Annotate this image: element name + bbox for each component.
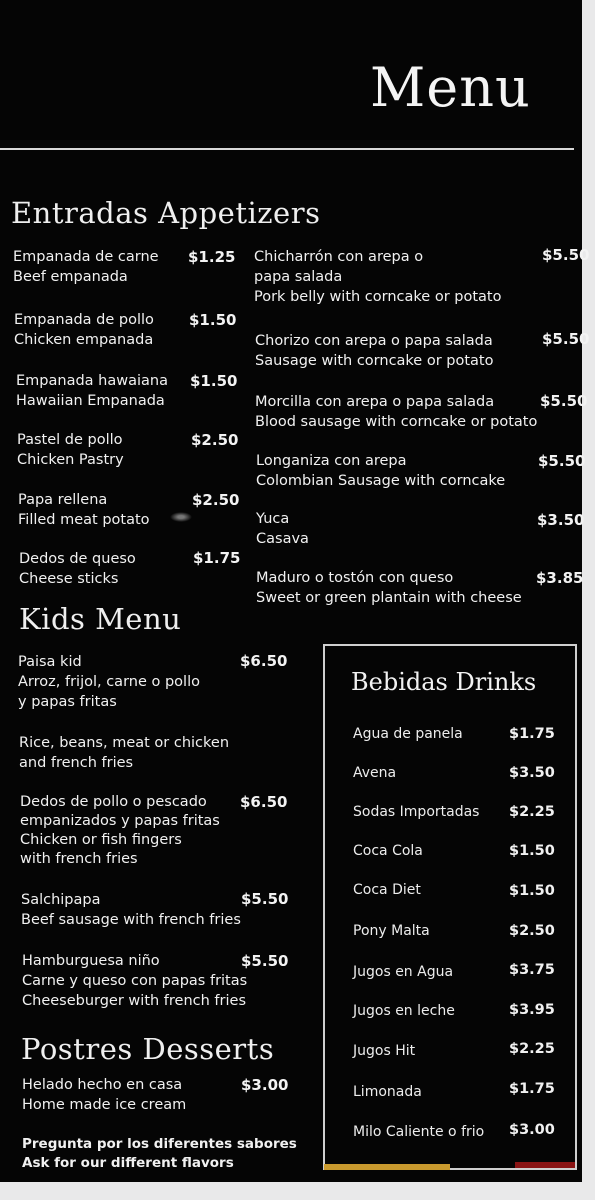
- list-item: [22, 951, 247, 1011]
- item-price: $5.50: [241, 952, 289, 970]
- item-desc: Cheese sticks: [19, 571, 119, 587]
- list-item: [254, 247, 501, 307]
- item-line: Helado hecho en casa: [22, 1077, 183, 1093]
- item-line: Arroz, frijol, carne o pollo: [18, 674, 200, 690]
- list-item: [256, 451, 505, 491]
- list-item: [255, 392, 537, 432]
- item-line: Colombian Sausage with corncake: [256, 473, 506, 489]
- item-line: Blood sausage with corncake or potato: [255, 414, 538, 430]
- note-line: Ask for our different flavors: [22, 1155, 234, 1171]
- drink-name: Jugos Hit: [353, 1043, 416, 1059]
- list-item: [18, 652, 200, 712]
- item-line: with french fries: [20, 851, 138, 867]
- item-price: $3.00: [241, 1076, 289, 1094]
- item-line: Sweet or green plantain with cheese: [256, 590, 522, 606]
- drink-name: Avena: [353, 765, 397, 781]
- item-line: Morcilla con arepa o papa salada: [255, 394, 495, 410]
- drink-price: $2.25: [509, 804, 555, 820]
- item-line: Hamburguesa niño: [22, 953, 160, 969]
- item-price: $5.50: [540, 392, 588, 410]
- item-price: $1.50: [189, 311, 237, 329]
- drink-price: $3.95: [509, 1002, 555, 1018]
- item-desc: Chicken Pastry: [17, 452, 124, 468]
- item-price: $5.50: [538, 452, 586, 470]
- flavors-note: [22, 1135, 297, 1173]
- list-item: [16, 371, 168, 411]
- item-line: Longaniza con arepa: [256, 453, 407, 469]
- item-price: $6.50: [240, 793, 288, 811]
- drink-name: Coca Cola: [353, 843, 423, 859]
- list-item: [21, 890, 241, 930]
- drink-name: Coca Diet: [353, 882, 421, 898]
- item-price: $3.85: [536, 569, 584, 587]
- drink-price: $1.75: [509, 726, 555, 742]
- item-line: Home made ice cream: [22, 1097, 187, 1113]
- item-price: $2.50: [191, 431, 239, 449]
- item-desc: Chicken empanada: [14, 332, 154, 348]
- item-price: $3.50: [537, 511, 585, 529]
- item-price: $1.50: [190, 372, 238, 390]
- list-item: [256, 509, 309, 549]
- item-line: Rice, beans, meat or chicken: [19, 735, 230, 751]
- page-title: Menu: [370, 56, 531, 119]
- item-name: Empanada de carne: [13, 249, 159, 265]
- smudge-mark: [170, 512, 192, 522]
- item-line: and french fries: [19, 755, 134, 771]
- list-item: [17, 430, 124, 470]
- item-price: $2.50: [192, 491, 240, 509]
- kids-menu-heading: Kids Menu: [19, 602, 182, 636]
- item-line: Chorizo con arepa o papa salada: [255, 333, 493, 349]
- drink-price: $2.25: [509, 1041, 555, 1057]
- item-price: $6.50: [240, 652, 288, 670]
- item-line: empanizados y papas fritas: [20, 813, 220, 829]
- item-price: $5.50: [542, 246, 590, 264]
- item-line: y papas fritas: [18, 694, 117, 710]
- item-desc: Hawaiian Empanada: [16, 393, 165, 409]
- drink-price: $1.75: [509, 1081, 555, 1097]
- item-line: Maduro o tostón con queso: [256, 570, 454, 586]
- list-item: [14, 310, 154, 350]
- desserts-heading: Postres Desserts: [21, 1032, 275, 1066]
- item-line: Dedos de pollo o pescado: [20, 794, 207, 810]
- drink-name: Jugos en leche: [353, 1003, 455, 1019]
- list-item: [256, 568, 522, 608]
- list-item: [255, 331, 493, 371]
- drink-price: $1.50: [509, 843, 555, 859]
- item-line: Chicken or fish fingers: [20, 832, 182, 848]
- drink-name: Sodas Importadas: [353, 804, 480, 820]
- item-line: Yuca: [256, 511, 290, 527]
- drink-price: $3.50: [509, 765, 555, 781]
- list-item: [19, 549, 136, 589]
- item-line: Cheeseburger with french fries: [22, 993, 246, 1009]
- drink-name: Milo Caliente o frio: [353, 1124, 485, 1140]
- item-name: Dedos de queso: [19, 551, 136, 567]
- item-name: Empanada de pollo: [14, 312, 154, 328]
- list-item: [18, 490, 150, 530]
- item-line: Carne y queso con papas fritas: [22, 973, 248, 989]
- item-line: Paisa kid: [18, 654, 82, 670]
- list-item: [20, 793, 220, 869]
- note-line: Pregunta por los diferentes sabores: [22, 1136, 297, 1152]
- list-item: [22, 1075, 186, 1115]
- item-line: Casava: [256, 531, 309, 547]
- red-accent-bar: [515, 1162, 575, 1168]
- item-price: $5.50: [241, 890, 289, 908]
- drink-name: Agua de panela: [353, 726, 463, 742]
- drink-name: Jugos en Agua: [353, 964, 454, 980]
- drink-price: $3.75: [509, 962, 555, 978]
- item-desc: Beef empanada: [13, 269, 128, 285]
- appetizers-heading: Entradas Appetizers: [11, 196, 321, 230]
- item-price: $1.75: [193, 549, 241, 567]
- drink-price: $2.50: [509, 923, 555, 939]
- drink-name: Limonada: [353, 1084, 422, 1100]
- item-line: Salchipapa: [21, 892, 101, 908]
- drink-price: $3.00: [509, 1122, 555, 1138]
- item-price: $5.50: [542, 330, 590, 348]
- item-name: Empanada hawaiana: [16, 373, 168, 389]
- item-name: Papa rellena: [18, 492, 108, 508]
- item-line: Pork belly with corncake or potato: [254, 289, 502, 305]
- item-line: Beef sausage with french fries: [21, 912, 241, 928]
- item-name: Pastel de pollo: [17, 432, 123, 448]
- list-item: [19, 733, 229, 773]
- item-line: papa salada: [254, 269, 343, 285]
- gold-accent-bar: [324, 1164, 450, 1170]
- title-divider: [0, 148, 574, 150]
- drink-name: Pony Malta: [353, 923, 430, 939]
- item-desc: Filled meat potato: [18, 512, 150, 528]
- drinks-heading: Bebidas Drinks: [351, 668, 537, 696]
- item-line: Sausage with corncake or potato: [255, 353, 494, 369]
- list-item: [13, 247, 159, 287]
- item-price: $1.25: [188, 248, 236, 266]
- drinks-panel: [323, 644, 577, 1170]
- drink-price: $1.50: [509, 883, 555, 899]
- item-line: Chicharrón con arepa o: [254, 249, 424, 265]
